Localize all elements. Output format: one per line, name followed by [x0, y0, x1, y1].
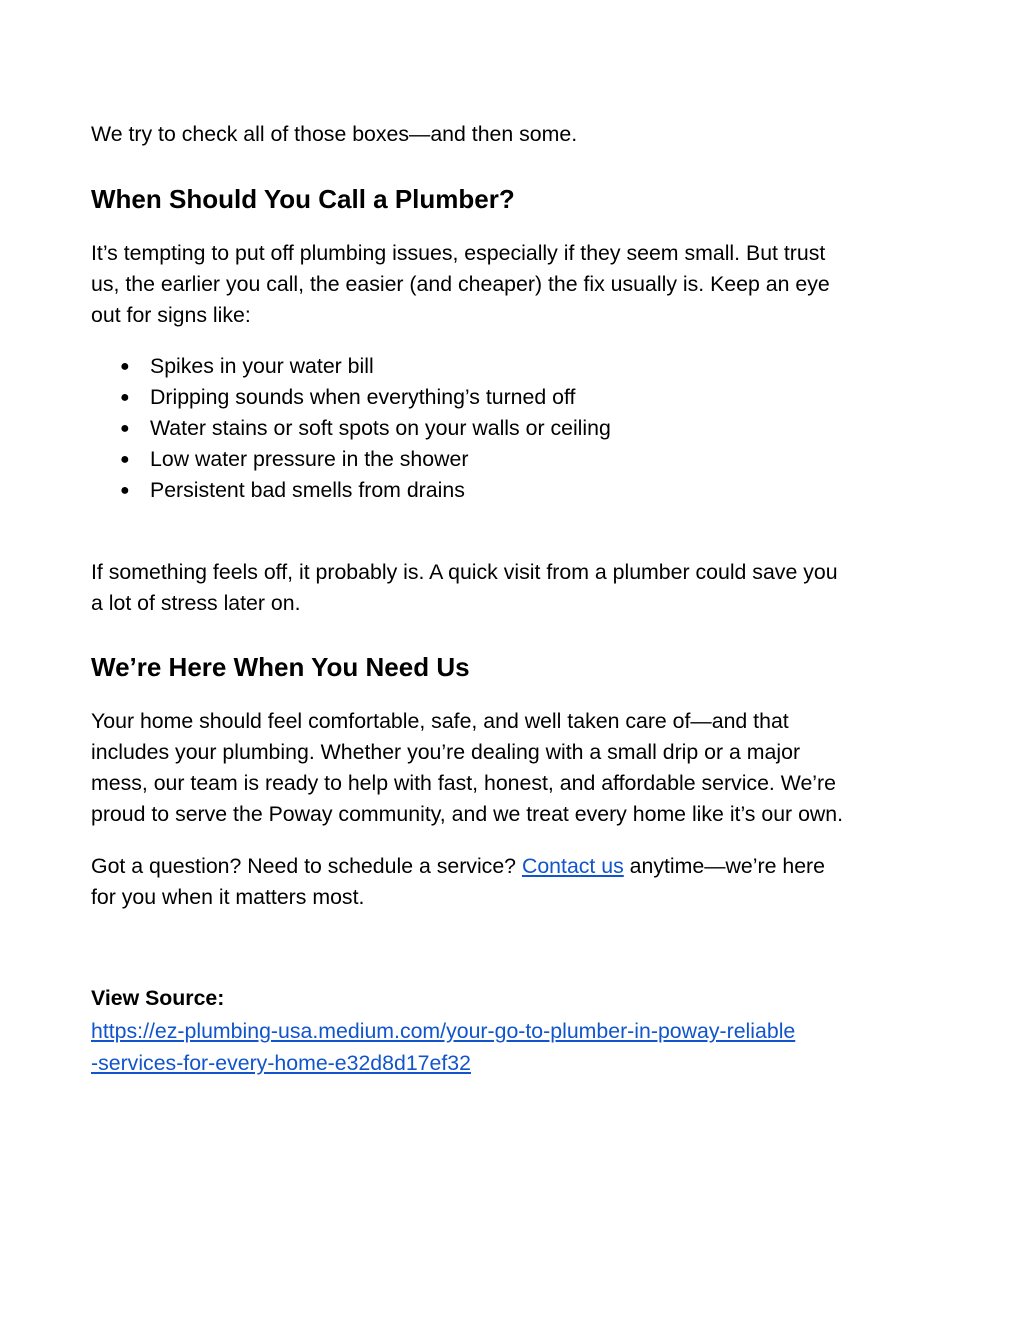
list-item	[91, 413, 611, 444]
list-item-text: Persistent bad smells from drains	[150, 478, 465, 502]
view-source-label: View Source:	[91, 986, 225, 1010]
list-item	[91, 475, 611, 506]
section-heading-here-when-you-need-us: We’re Here When You Need Us	[91, 652, 470, 682]
source-url-line-1	[91, 1016, 795, 1047]
list-item	[91, 351, 611, 382]
bullet-icon: ●	[120, 451, 130, 468]
bullet-icon: ●	[120, 358, 130, 375]
bullet-icon: ●	[120, 420, 130, 437]
source-url-line-2	[91, 1048, 471, 1079]
section-heading-when-to-call: When Should You Call a Plumber?	[91, 184, 515, 214]
section2-paragraph-line-2: includes your plumbing. Whether you’re dealing with a small drip or a major	[91, 740, 801, 764]
signs-bullet-list	[91, 351, 611, 506]
bullet-icon: ●	[120, 389, 130, 406]
section1-closing-line-1: If something feels off, it probably is. A quick visit from a plumber could save you	[91, 560, 838, 584]
section2-paragraph-line-1: Your home should feel comfortable, safe, and well taken care of—and that	[91, 709, 789, 733]
section1-paragraph-line-1: It’s tempting to put off plumbing issues, especially if they seem small. But trust	[91, 241, 826, 265]
contact-us-link[interactable]: Contact us	[521, 854, 624, 878]
section2-paragraph-line-4: proud to serve the Poway community, and we treat every home like it’s our own.	[91, 802, 844, 826]
section1-closing-line-2: a lot of stress later on.	[91, 591, 301, 615]
list-item-text: Water stains or soft spots on your walls or ceiling	[150, 416, 611, 440]
bullet-icon: ●	[120, 482, 130, 499]
cta-text-before: Got a question? Need to schedule a service?	[91, 854, 522, 878]
list-item	[91, 382, 611, 413]
list-item-text: Spikes in your water bill	[150, 354, 374, 378]
cta-text-after: anytime—we’re here	[623, 854, 825, 878]
list-item	[91, 444, 611, 475]
cta-paragraph-line-2: for you when it matters most.	[91, 885, 365, 909]
section1-paragraph-line-3: out for signs like:	[91, 303, 251, 327]
section1-paragraph-line-2: us, the earlier you call, the easier (and cheaper) the fix usually is. Keep an eye	[91, 272, 830, 296]
source-url-link[interactable]: https://ez-plumbing-usa.medium.com/your-go-to-plumber-in-poway-reliable	[91, 1019, 796, 1043]
cta-paragraph-line-1	[91, 851, 825, 882]
source-url-link-continued[interactable]: -services-for-every-home-e32d8d17ef32	[91, 1051, 471, 1075]
section2-paragraph-line-3: mess, our team is ready to help with fast, honest, and affordable service. We’re	[91, 771, 836, 795]
list-item-text: Low water pressure in the shower	[150, 447, 469, 471]
list-item-text: Dripping sounds when everything’s turned off	[150, 385, 576, 409]
intro-paragraph: We try to check all of those boxes—and then some.	[91, 122, 578, 146]
